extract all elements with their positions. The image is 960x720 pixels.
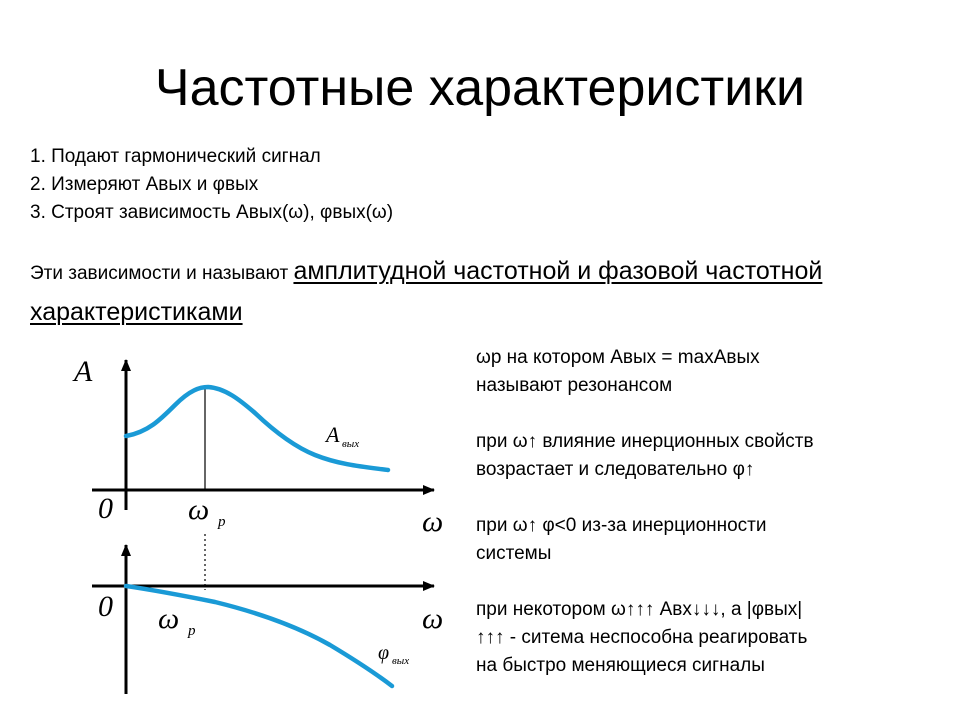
resonance-frequency-label: ω <box>188 493 210 526</box>
phase-curve <box>126 586 392 686</box>
note-line: при ω↑ влияние инерционных свойств <box>476 431 814 452</box>
step-item: 3. Строят зависимость Aвых(ω), φвых(ω) <box>30 202 394 223</box>
note-line: ↑↑↑ - ситема неспособна реагировать <box>476 627 808 648</box>
phase-curve-subscript: вых <box>392 655 410 667</box>
amplitude-frequency-axis-label: ω <box>422 505 444 538</box>
step-item: 1. Подают гармонический сигнал <box>30 146 321 167</box>
resonance-frequency-subscript: p <box>218 514 226 530</box>
note-line: на быстро меняющиеся сигналы <box>476 655 765 676</box>
note-line: системы <box>476 543 552 564</box>
amplitude-origin-label: 0 <box>98 492 113 525</box>
amplitude-curve-subscript: вых <box>342 438 360 450</box>
phase-resonance-label: ω <box>158 602 180 635</box>
slide-title: Частотные характеристики <box>154 59 806 117</box>
amplitude-axis-label: A <box>74 355 93 388</box>
phase-frequency-axis-label: ω <box>422 602 444 635</box>
note-line: при некотором ω↑↑↑ Aвх↓↓↓, а |φвых| <box>476 599 803 620</box>
phase-curve-label: φ <box>378 642 390 664</box>
amplitude-curve <box>126 387 388 470</box>
note-line: ωр на котором Aвых = maxAвых <box>476 347 760 368</box>
note-line: при ω↑ φ<0 из-за инерционности <box>476 515 767 536</box>
phase-origin-label: 0 <box>98 590 113 623</box>
note-line: называют резонансом <box>476 375 673 396</box>
phase-plot <box>92 534 443 694</box>
characteristics-name: амплитудной частотной и фазовой частотной характеристиками <box>30 257 823 326</box>
amplitude-curve-label: A <box>326 422 340 447</box>
intro-prefix: Эти зависимости и называют <box>30 263 289 284</box>
phase-resonance-subscript: p <box>188 623 196 639</box>
step-item: 2. Измеряют Aвых и φвых <box>30 174 259 195</box>
note-line: возрастает и следовательно φ↑ <box>476 459 755 480</box>
amplitude-plot <box>72 355 443 538</box>
